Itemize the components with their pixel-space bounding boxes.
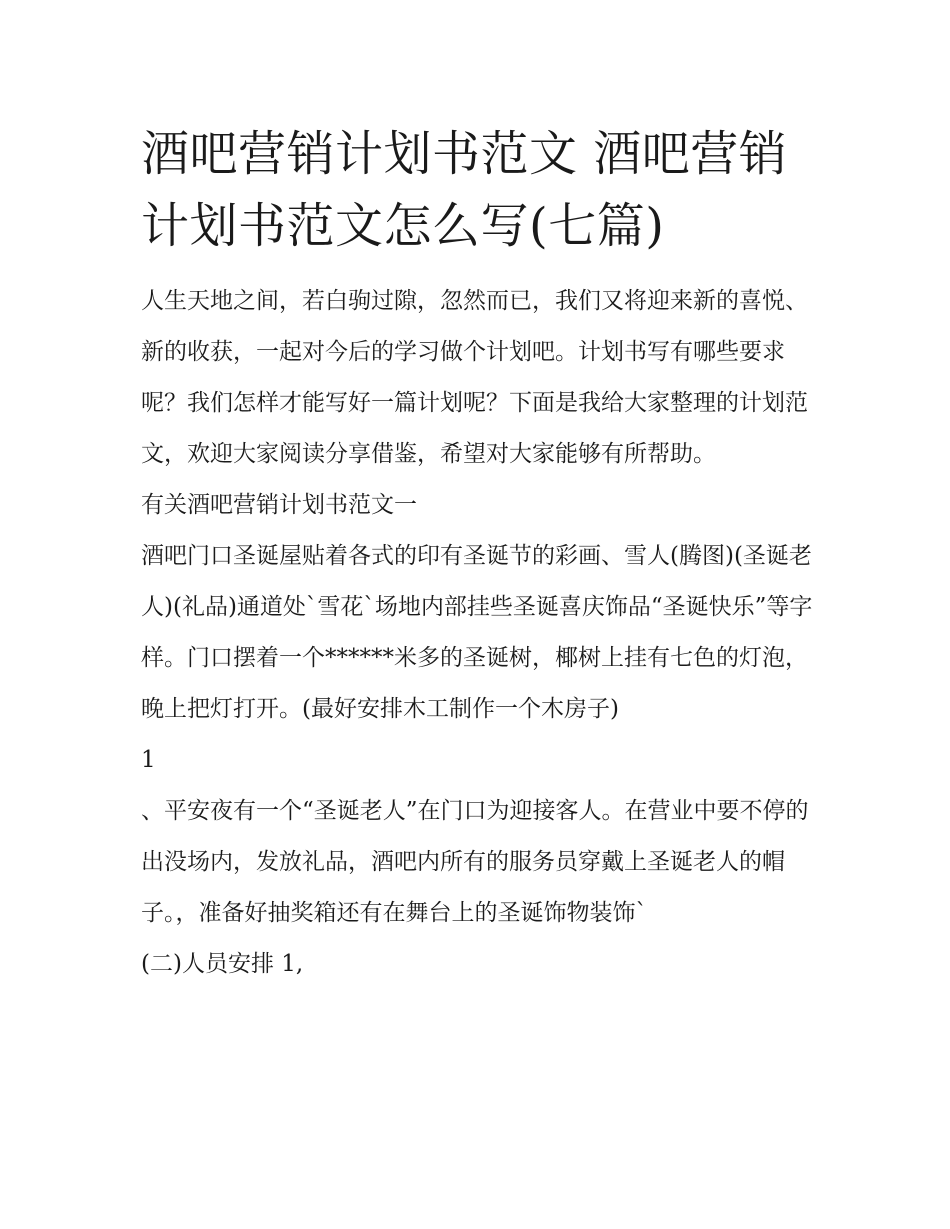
document-body	[141, 276, 813, 990]
decoration-paragraph: 酒吧门口圣诞屋贴着各式的印有圣诞节的彩画、雪人(腾图)(圣诞老人)(礼品)通道处`雪花`场地内部挂些圣诞喜庆饰品“圣诞快乐”等字样。门口摆着一个******米多的圣诞树，椰树上挂有七色的灯泡，晚上把灯打开。(最好安排木工制作一个木房子)	[141, 543, 813, 722]
document-title: 酒吧营销计划书范文 酒吧营销计划书范文怎么写(七篇)	[141, 126, 788, 254]
list-number: 1	[141, 747, 156, 773]
document-page	[141, 118, 813, 990]
christmas-eve-paragraph: 、平安夜有一个“圣诞老人”在门口为迎接客人。在营业中要不停的出没场内，发放礼品，酒吧内所有的服务员穿戴上圣诞老人的帽子。，准备好抽奖箱还有在舞台上的圣诞饰物装饰`	[141, 798, 809, 926]
intro-paragraph: 人生天地之间，若白驹过隙，忽然而已，我们又将迎来新的喜悦、新的收获，一起对今后的学习做个计划吧。计划书写有哪些要求呢？我们怎样才能写好一篇计划呢？下面是我给大家整理的计划范文，欢迎大家阅读分享借鉴，希望对大家能够有所帮助。	[141, 288, 808, 467]
section-heading: 有关酒吧营销计划书范文一	[141, 492, 417, 518]
staffing-heading: (二)人员安排 1,	[141, 951, 304, 977]
